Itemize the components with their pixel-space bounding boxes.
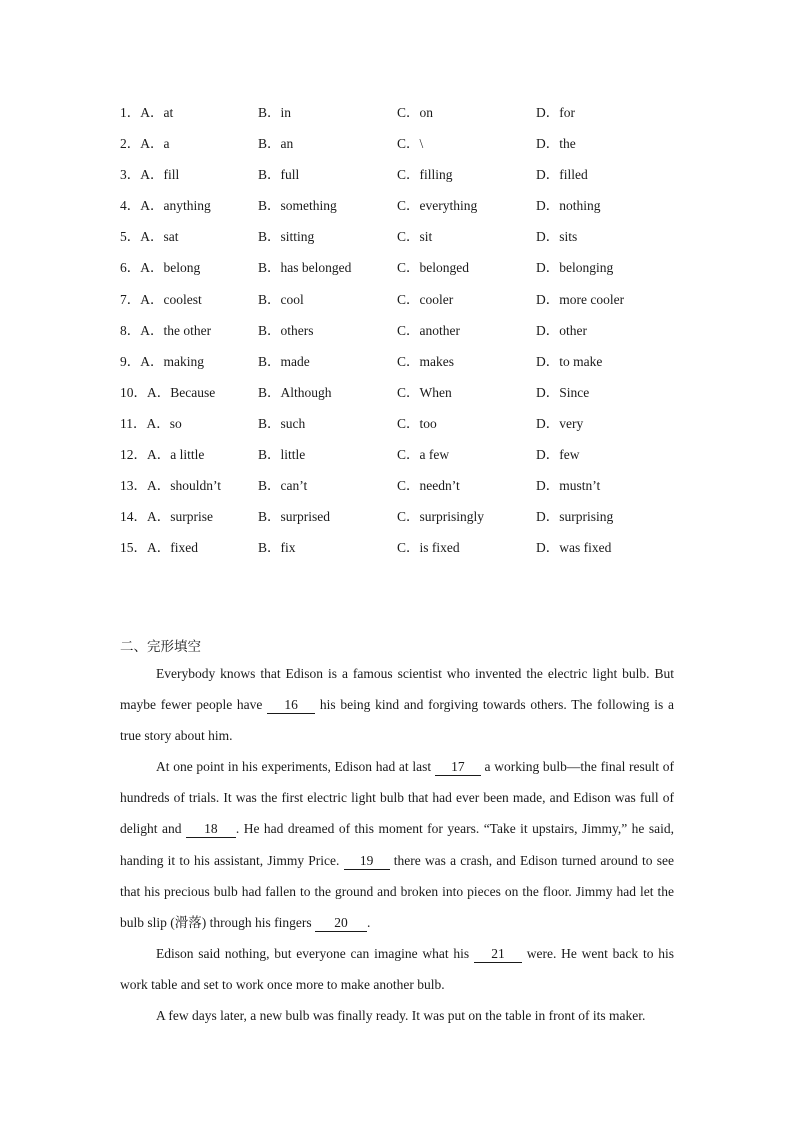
option-c: C．a few xyxy=(397,447,450,463)
option-d: D．filled xyxy=(536,167,588,183)
option-row xyxy=(120,408,680,439)
option-a: 10．A．Because xyxy=(120,384,216,400)
option-b: B．full xyxy=(258,167,300,183)
blank-16: 16 xyxy=(267,697,315,714)
blank-18: 18 xyxy=(186,821,236,838)
option-d: D．other xyxy=(536,322,587,338)
option-b: B．has belonged xyxy=(258,260,352,276)
cloze-passage xyxy=(120,658,674,1031)
option-a: 15．A．fixed xyxy=(120,540,198,556)
passage-text: A few days later, a new bulb was finally ready. It was put on the table in front of its maker. xyxy=(156,1008,646,1024)
option-c: C．surprisingly xyxy=(397,509,485,525)
passage-text: . He had dreamed of this moment for years. “Take it upstairs, Jimmy,” he said, handing it to his assistant, Jimmy Price. xyxy=(120,821,674,868)
option-row xyxy=(120,97,680,128)
option-b: B．sitting xyxy=(258,229,315,245)
option-c: C．\ xyxy=(397,136,424,152)
option-d: D．nothing xyxy=(536,198,601,214)
option-b: B．little xyxy=(258,447,306,463)
passage-text: a working bulb—the final result of hundreds of trials. It was the first electric light bulb that had ever been made, and Edison was full of delight and xyxy=(120,759,674,837)
option-a: 5．A．sat xyxy=(120,229,179,245)
option-d: D．more cooler xyxy=(536,291,625,307)
option-row xyxy=(120,315,680,346)
option-a: 8．A．the other xyxy=(120,322,212,338)
option-b: B．fix xyxy=(258,540,296,556)
option-c: C．is fixed xyxy=(397,540,460,556)
option-d: D．was fixed xyxy=(536,540,612,556)
option-b: B．surprised xyxy=(258,509,330,525)
option-d: D．the xyxy=(536,136,576,152)
paragraph xyxy=(120,751,674,938)
option-d: D．for xyxy=(536,105,575,120)
option-b: B．Although xyxy=(258,384,332,400)
option-c: C．filling xyxy=(397,167,453,183)
option-c: C．makes xyxy=(397,353,454,369)
option-d: D．sits xyxy=(536,229,578,245)
passage-text: Edison said nothing, but everyone can imagine what his xyxy=(156,945,474,961)
option-a: 12．A．a little xyxy=(120,447,205,463)
option-b: B．in xyxy=(258,105,292,120)
option-d: D．Since xyxy=(536,384,590,400)
option-a: 13．A．shouldn’t xyxy=(120,478,222,494)
option-c: C．everything xyxy=(397,198,478,214)
passage-text: were. He went back to his work table and set to work once more to make another bulb. xyxy=(120,945,675,992)
option-b: B．an xyxy=(258,136,294,152)
option-row xyxy=(120,501,680,532)
option-d: D．belonging xyxy=(536,260,614,276)
option-row xyxy=(120,252,680,283)
passage-text: . xyxy=(367,914,371,930)
option-b: B．cool xyxy=(258,291,304,307)
paragraph xyxy=(120,938,674,1000)
option-b: B．others xyxy=(258,322,314,338)
option-a: 4．A．anything xyxy=(120,198,211,214)
option-b: B．made xyxy=(258,353,310,369)
option-c: C．on xyxy=(397,105,434,120)
option-c: C．needn’t xyxy=(397,478,460,494)
passage-text: his being kind and forgiving towards others. The following is a true story about him. xyxy=(120,697,674,744)
passage-text: Everybody knows that Edison is a famous scientist who invented the electric light bulb. But maybe fewer people have xyxy=(120,666,674,713)
option-b: B．such xyxy=(258,415,306,431)
passage-text: there was a crash, and Edison turned around to see that his precious bulb had fallen to the ground and broken into pieces on the floor. Jimmy had let the bulb slip (滑落) through his fingers xyxy=(120,852,674,930)
option-d: D．to make xyxy=(536,353,603,369)
option-d: D．few xyxy=(536,447,580,463)
option-row xyxy=(120,439,680,470)
paragraph xyxy=(120,658,674,751)
option-d: D．very xyxy=(536,415,584,431)
option-d: D．mustn’t xyxy=(536,478,601,494)
section-heading: 二、完形填空 xyxy=(120,639,201,655)
option-c: C．too xyxy=(397,415,437,431)
blank-20: 20 xyxy=(315,915,367,932)
paragraph xyxy=(120,1000,674,1031)
option-b: B．can’t xyxy=(258,478,308,494)
option-a: 6．A．belong xyxy=(120,260,201,276)
option-a: 7．A．coolest xyxy=(120,291,202,307)
option-a: 11．A．so xyxy=(120,415,182,431)
option-row xyxy=(120,346,680,377)
option-c: C．cooler xyxy=(397,291,454,307)
blank-19: 19 xyxy=(344,853,390,870)
option-a: 9．A．making xyxy=(120,353,204,369)
option-row xyxy=(120,284,680,315)
option-a: 3．A．fill xyxy=(120,167,180,183)
answer-options-list xyxy=(120,97,680,563)
option-a: 1．A．at xyxy=(120,105,174,120)
blank-21: 21 xyxy=(474,946,522,963)
option-c: C．belonged xyxy=(397,260,469,276)
option-c: C．another xyxy=(397,322,460,338)
option-row xyxy=(120,190,680,221)
option-b: B．something xyxy=(258,198,337,214)
option-row xyxy=(120,159,680,190)
option-row xyxy=(120,470,680,501)
option-d: D．surprising xyxy=(536,509,614,525)
option-row xyxy=(120,377,680,408)
passage-text: At one point in his experiments, Edison had at last xyxy=(156,759,435,775)
option-row xyxy=(120,128,680,159)
option-c: C．sit xyxy=(397,229,433,245)
option-row xyxy=(120,532,680,563)
option-row xyxy=(120,221,680,252)
blank-17: 17 xyxy=(435,759,481,776)
option-a: 2．A．a xyxy=(120,136,170,152)
option-c: C．When xyxy=(397,384,452,400)
option-a: 14．A．surprise xyxy=(120,509,213,525)
